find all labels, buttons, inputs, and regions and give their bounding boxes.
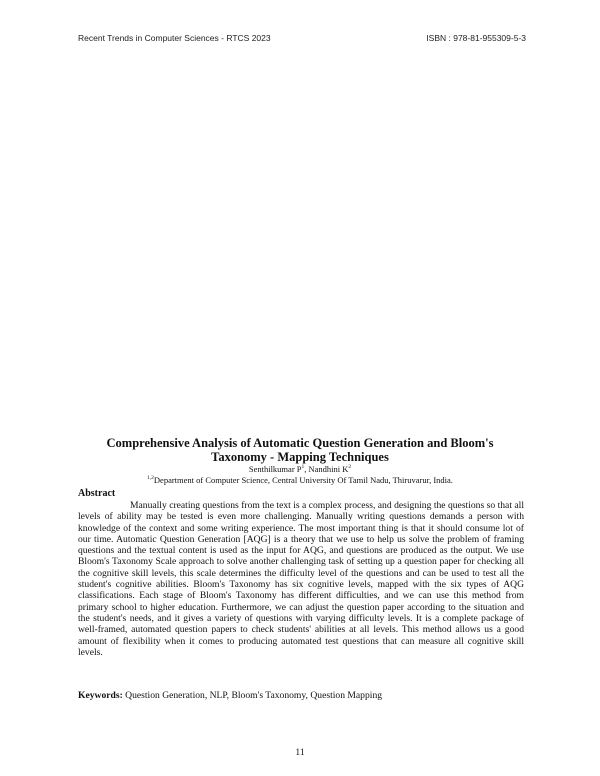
paper-title-line1: Comprehensive Analysis of Automatic Question Generation and Bloom's (106, 436, 494, 450)
keywords-line (78, 690, 524, 701)
paper-title-line2: Taxonomy - Mapping Techniques (211, 450, 389, 464)
author-list (70, 464, 530, 474)
affiliation-text: Department of Computer Science, Central University Of Tamil Nadu, Thiruvarur, India. (153, 475, 453, 485)
affiliation-marker: 1,2 (147, 475, 154, 482)
abstract-body: Manually creating questions from the text is a complex process, and designing the questions so that all levels of ability may be tested is even more challenging. Manually writing questions demands a person with knowledge of the context and some writing experience. The most important thing is that it should consume lot of our time. Automatic Question Generation [AQG] is a theory that we use to help us solve the problem of framing questions and the textual content is used as the input for AQG, and questions are produced as the output. We use Bloom's Taxonomy Scale approach to solve another challenging task of setting up a question paper for checking all the cognitive skill levels, this scale determines the difficulty level of the questions and can be used to test all the student's cognitive abilities. Bloom's Taxonomy has six cognitive levels, mapped with the six types of AQG classifications. Each stage of Bloom's Taxonomy has different difficulties, and we can use this method from primary school to higher education. Furthermore, we can adjust the question paper according to the situation and the student's needs, and it gives a variety of questions with varying difficulty levels. It is a complete package of well-framed, automated question papers to check students' abilities at all levels. This method allows us a good amount of flexibility when it comes to producing automated test questions that can measure all cognitive skill levels. (78, 500, 524, 658)
keywords-text: Question Generation, NLP, Bloom's Taxonomy, Question Mapping (122, 690, 383, 701)
author-name: Nandhini K (308, 464, 349, 474)
author-name: Senthilkumar P (248, 464, 302, 474)
running-header-title: Recent Trends in Computer Sciences - RTCS 2023 (78, 33, 271, 43)
author-affil-marker: 2 (348, 464, 352, 471)
affiliation (70, 475, 530, 485)
keywords-label: Keywords: (78, 690, 123, 701)
author-affil-marker: 1 (301, 464, 305, 471)
abstract-heading: Abstract (78, 488, 116, 499)
paper-title (70, 436, 530, 464)
author-separator: , (304, 464, 309, 474)
page-number: 11 (295, 748, 305, 758)
running-header-isbn: ISBN : 978-81-955309-5-3 (426, 33, 526, 43)
